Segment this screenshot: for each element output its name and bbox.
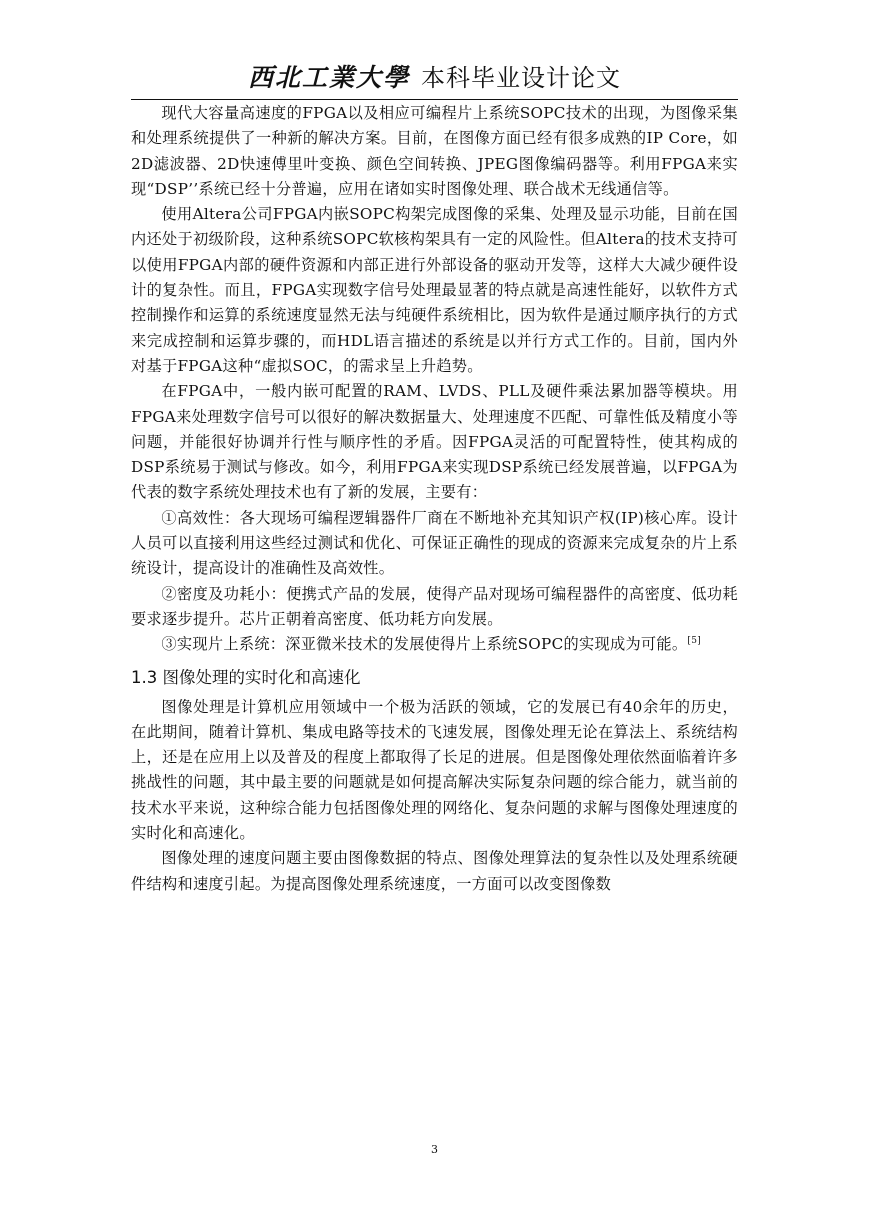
- page-number: 3: [431, 1143, 438, 1156]
- paragraph: 在FPGA中，一般内嵌可配置的RAM、LVDS、PLL及硬件乘法累加器等模块。用FPGA来处理数字信号可以很好的解决数据量大、处理速度不匹配、可靠性低及精度小等问题，并能很好协调并行性与顺序性的矛盾。因FPGA灵活的可配置特性，使其构成的DSP系统易于测试与修改。如今，利用FPGA来实现DSP系统已经发展普遍，以FPGA为代表的数字系统处理技术也有了新的发展，主要有：: [131, 382, 738, 502]
- paragraph: 图像处理的速度问题主要由图像数据的特点、图像处理算法的复杂性以及处理系统硬件结构和速度引起。为提高图像处理系统速度，一方面可以改变图像数: [131, 849, 738, 893]
- section-heading: 1.3 图像处理的实时化和高速化: [131, 667, 361, 687]
- paragraph: 现代大容量高速度的FPGA以及相应可编程片上系统SOPC技术的出现，为图像采集和处理系统提供了一种新的解决方案。目前，在图像方面已经有很多成熟的IP Core，如2D滤波器、2D快速傅里叶变换、颜色空间转换、JPEG图像编码器等。利用FPGA来实现“DSP’’系统已经十分普遍，应用在诸如实时图像处理、联合战术无线通信等。: [131, 104, 738, 198]
- university-logo-text: 西北工業大學: [247, 63, 410, 92]
- list-item-text: ③实现片上系统：深亚微米技术的发展使得片上系统SOPC的实现成为可能。: [161, 635, 688, 654]
- paragraph: 图像处理是计算机应用领域中一个极为活跃的领域，它的发展已有40余年的历史，在此期间，随着计算机、集成电路等技术的飞速发展，图像处理无论在算法上、系统结构上，还是在应用上以及普及的程度上都取得了长足的进展。但是图像处理依然面临着许多挑战性的问题，其中最主要的问题就是如何提高解决实际复杂问题的综合能力，就当前的技术水平来说，这种综合能力包括图像处理的网络化、复杂问题的求解与图像处理速度的实时化和高速化。: [131, 697, 738, 843]
- page-header: [131, 58, 738, 100]
- header-title: 本科毕业设计论文: [421, 64, 622, 92]
- header-rule: [131, 99, 738, 100]
- list-item-paragraph: ①高效性：各大现场可编程逻辑器件厂商在不断地补充其知识产权(IP)核心库。设计人员可以直接利用这些经过测试和优化、可保证正确性的现成的资源来完成复杂的片上系统设计，提高设计的准确性及高效性。: [131, 508, 738, 578]
- list-item-paragraph: ②密度及功耗小：便携式产品的发展，使得产品对现场可编程器件的高密度、低功耗要求逐步提升。芯片正朝着高密度、低功耗方向发展。: [131, 584, 738, 628]
- page-body: [131, 101, 738, 897]
- paragraph: 使用Altera公司FPGA内嵌SOPC构架完成图像的采集、处理及显示功能，目前在国内还处于初级阶段，这种系统SOPC软核构架具有一定的风险性。但Altera的技术支持可以使用FPGA内部的硬件资源和内部正进行外部设备的驱动开发等，这样大大减少硬件设计的复杂性。而且，FPGA实现数字信号处理最显著的特点就是高速性能好，以软件方式控制操作和运算的系统速度显然无法与纯硬件系统相比，因为软件是通过顺序执行的方式来完成控制和运算步骤的，而HDL语言描述的系统是以并行方式工作的。目前，国内外对基于FPGA这种“虚拟SOC，的需求呈上升趋势。: [131, 205, 738, 375]
- list-item-paragraph: [131, 632, 738, 657]
- citation-ref: [5]: [687, 636, 702, 647]
